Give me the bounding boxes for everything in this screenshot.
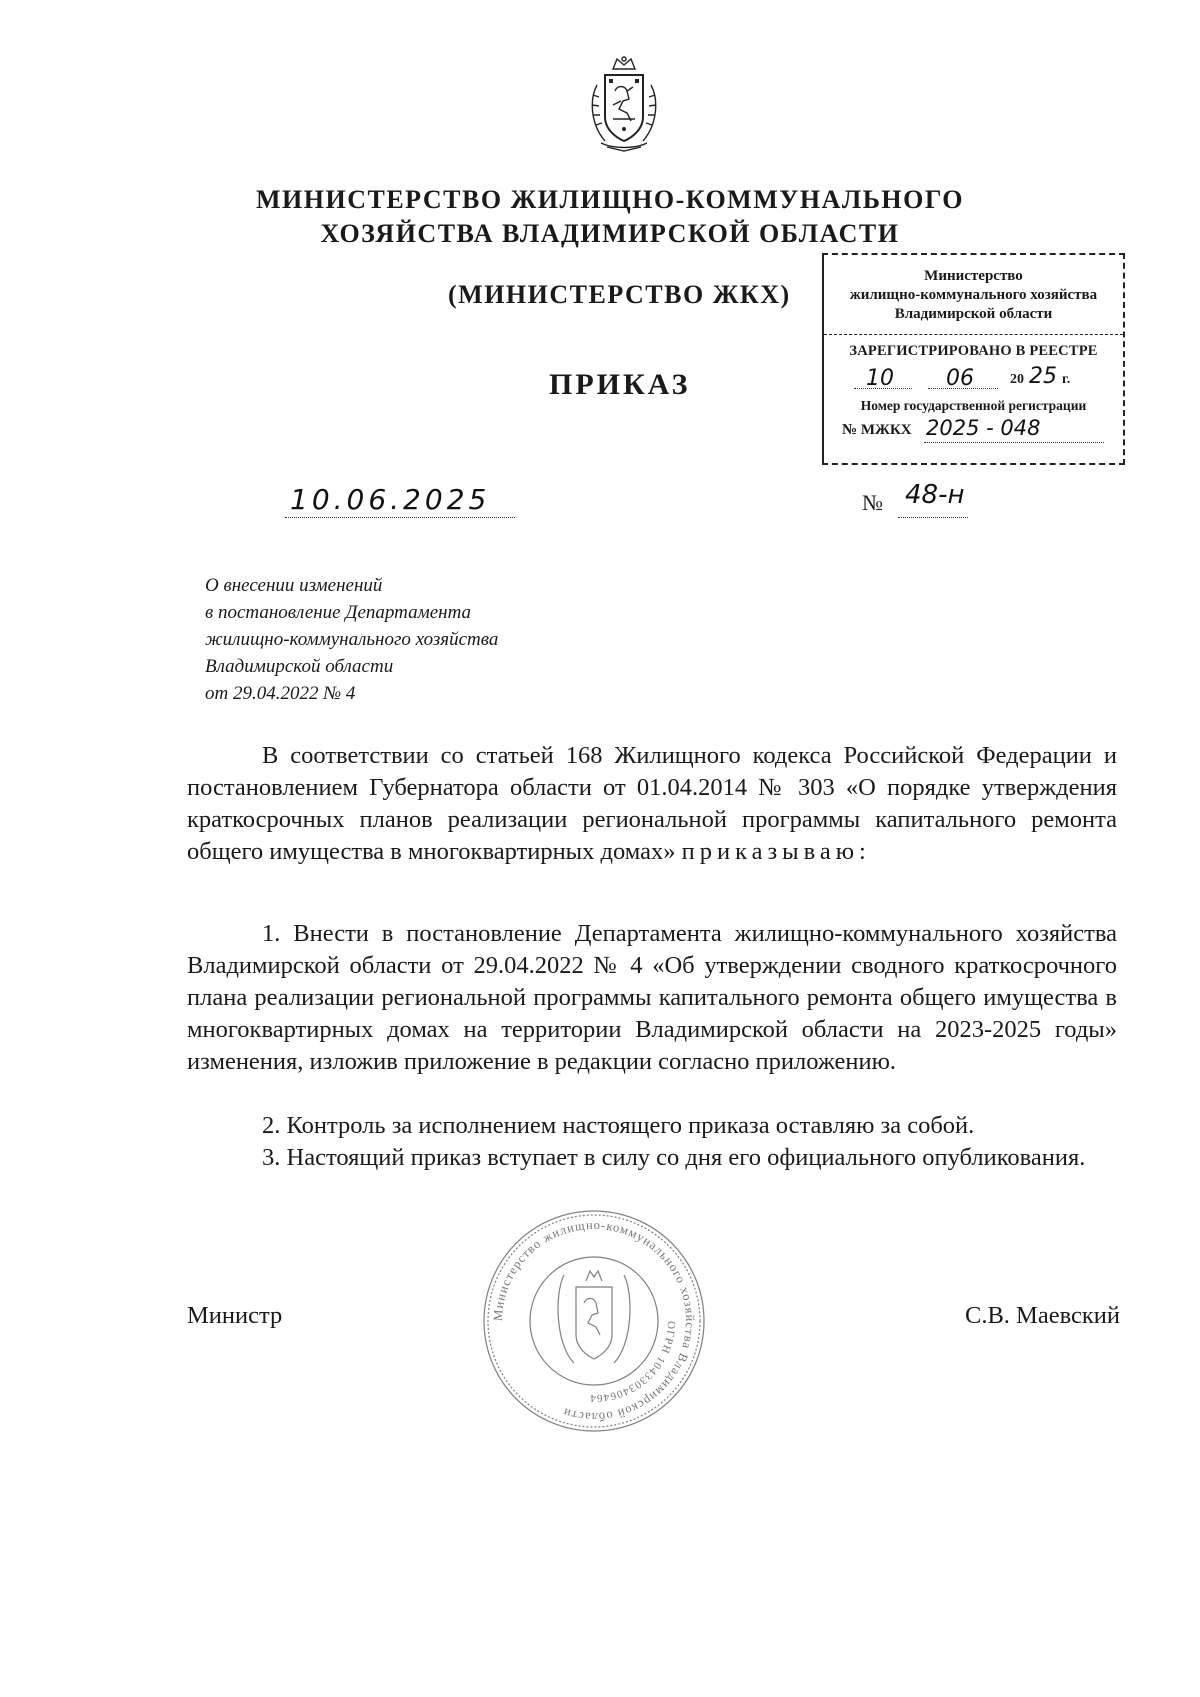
registration-stamp <box>822 253 1125 465</box>
order-number-label: № <box>862 490 883 515</box>
order-number-underline <box>898 517 968 518</box>
order-date-underline <box>285 517 515 518</box>
stamp-day-underline <box>854 388 912 389</box>
stamp-day: 10 <box>866 366 894 391</box>
order-subject <box>205 572 625 707</box>
stamp-date-line <box>824 364 1123 394</box>
order-item-3: 3. Настоящий приказ вступает в силу со дня его официального опубликования. <box>262 1144 1086 1171</box>
stamp-number-prefix: № МЖКХ <box>842 422 912 438</box>
ministry-title-line2: ХОЗЯЙСТВА ВЛАДИМИРСКОЙ ОБЛАСТИ <box>320 219 900 248</box>
signer-name: С.В. Маевский <box>965 1302 1121 1329</box>
stamp-number-label: Номер государственной регистрации <box>860 398 1087 413</box>
stamp-number-underline <box>924 442 1104 443</box>
stamp-month: 06 <box>946 366 974 391</box>
subject-line: в постановление Департамента <box>205 602 472 623</box>
coat-of-arms-icon <box>583 55 665 153</box>
ministry-title-line1: МИНИСТЕРСТВО ЖИЛИЩНО-КОММУНАЛЬНОГО <box>256 185 964 214</box>
ministry-short-name: (МИНИСТЕРСТВО ЖКХ) <box>448 280 791 309</box>
preamble-text: В соответствии со статьей 168 Жилищного кодекса Российской Федерации и постановлением Губернатора области от 01.04.2014 № 303 «О порядке утверждения краткосрочных планов реализации региональной программы капитального ремонта общего имущества в многоквартирных домах» <box>187 742 1117 865</box>
order-number: 48-н <box>905 480 965 510</box>
order-item-2: 2. Контроль за исполнением настоящего приказа оставляю за собой. <box>262 1112 975 1139</box>
stamp-year-unit: г. <box>1062 372 1071 387</box>
stamp-org-line3: Владимирской области <box>894 306 1053 322</box>
official-seal-icon <box>478 1205 710 1437</box>
seal-outer-text: Министерство жилищно-коммунального хозяйства Владимирской области <box>490 1217 698 1425</box>
preamble-action: приказываю: <box>681 838 871 865</box>
stamp-number-line <box>824 416 1123 444</box>
subject-line: Владимирской области <box>205 656 394 677</box>
signer-role: Министр <box>187 1302 283 1329</box>
stamp-month-underline <box>928 388 998 389</box>
seal-ogrn-text: ОГРН 1043303406464 <box>589 1320 678 1405</box>
order-date: 10.06.2025 <box>290 483 491 516</box>
preamble-paragraph <box>187 740 1117 868</box>
stamp-org-line2: жилищно-коммунального хозяйства <box>849 287 1098 303</box>
stamp-divider <box>824 334 1123 335</box>
stamp-year-suffix: 25 <box>1029 364 1057 389</box>
order-item-1: 1. Внести в постановление Департамента жилищно-коммунального хозяйства Владимирской области от 29.04.2022 № 4 «Об утверждении сводного краткосрочного плана реализации региональной программы капитального ремонта общего имущества в многоквартирных домах на территории Владимирской области на 2023-2025 годы» изменения, изложив приложение в редакции согласно приложению. <box>187 920 1117 1075</box>
stamp-org-line1: Министерство <box>924 268 1023 284</box>
subject-line: О внесении изменений <box>205 575 383 596</box>
stamp-year-prefix: 20 <box>1010 372 1024 387</box>
stamp-number-value: 2025 - 048 <box>926 416 1041 440</box>
subject-line: жилищно-коммунального хозяйства <box>205 629 499 650</box>
stamp-registered-label: ЗАРЕГИСТРИРОВАНО В РЕЕСТРЕ <box>849 343 1098 359</box>
stamp-organization <box>824 267 1123 324</box>
subject-line: от 29.04.2022 № 4 <box>205 683 356 704</box>
document-type: ПРИКАЗ <box>549 368 691 401</box>
